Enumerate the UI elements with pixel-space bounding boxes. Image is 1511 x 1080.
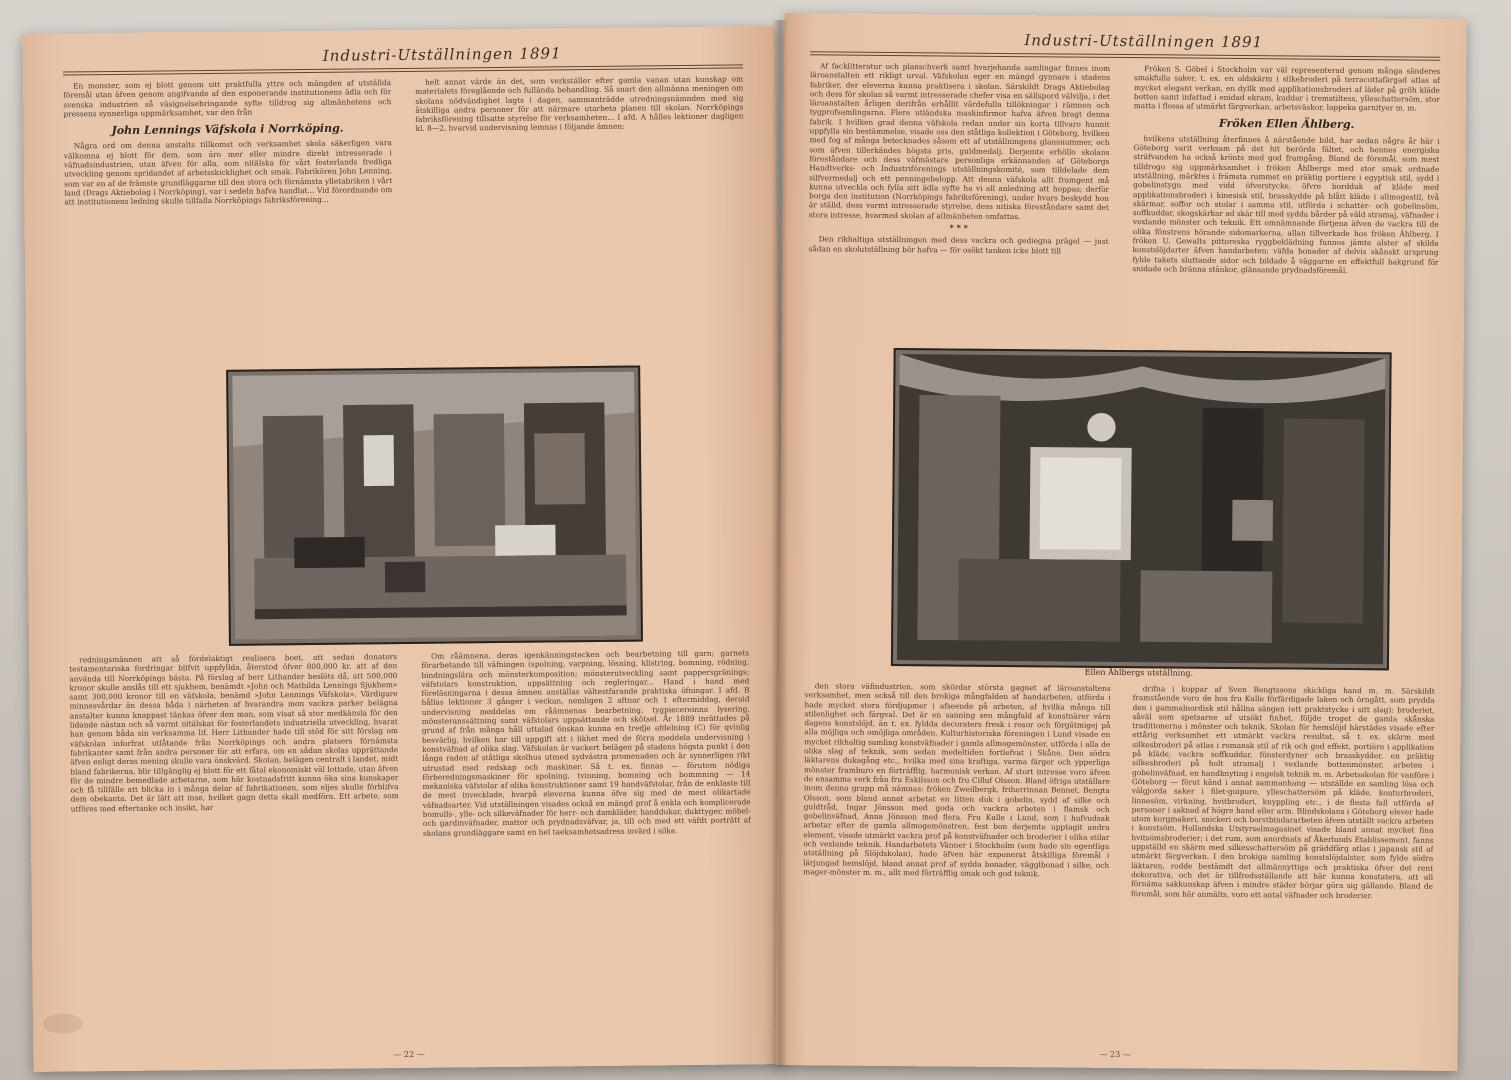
right-page bbox=[775, 13, 1466, 1071]
left-body-paragraph: Några ord om denna anstalts tillkomst och verksamhet skola säkerligen vara välkomna ej blott för dem, som äro mer eller mindre direkt intresserade i väfnadsindustrien, utan äfven för alla, som nitälska för vårt fosterlands fredliga utveckling genom spridandet af arbetsskicklighet och smak. Fabrikören John Lenning, som var en af de främste grundläggarne till den stora och förnämsta ylletabriken i vårt land (Drags Aktiebolag i Norrköping), var i sedeln hafva handlat... Vid förordnande om att institutionens ledning skulle tillfalla Norrköpings fabriksförening... bbox=[63, 138, 393, 207]
right-top-column-2 bbox=[1132, 64, 1441, 355]
right-top-column-1 bbox=[808, 61, 1111, 352]
right-photo-caption: Ellen Åhlbergs utställning. bbox=[1084, 667, 1194, 678]
left-photo-image bbox=[232, 372, 637, 640]
book-spine-shadow bbox=[772, 20, 788, 1066]
left-bottom-column-2 bbox=[421, 648, 753, 1051]
right-bottom-col1-paragraph: den stora väfindustrien, som skördar största gagnet af läroanstaltens verksamhet, men också till den brokiga mångfalden af handarbeten, utförda i hade mycket stora fördjupmer i afseende på arbeten, af hvilka många till stilenlighet och färgval. Det är en sanning sen mångfald af konstnärer värn dagens konstslöjd, än t. ex. fyldda decoraters fresk i rosor och förgätmigej på alla möjliga och omöjliga områden. Kulturhistoriska föreningen i Lund visade en mycket rikhaltig samling konstväfnader i gamla allmogemönster, utförda i alla de olika slag af teknik, som sedan medeltiden fortlefvat i Skåne. Den södra läktarens dukagång etc., hvilka med sina kraftiga, varma färger och ypperliga mönster framburo en förträfflig, harmonisk verkan. Af stort intresse voro äfven de ensamma verk från fru Eskilsson och fru Cilluf Olsson. Bland öfriga utställare inom denna grupp må nämnas: fröken Zweilbergk, friherrinnan Bennet, Bengta Olsson, som bland annat arbetat en litten duk i gobelin, sydd af silke och guldtråd, Ingar Jönsson med goda och vackra arbeten i flamsk och gobelinväfnad, Anna Jönsson med flera. Fru Kulle i Lund, som i hufvudsak arbetar efter de gamla allmogemönstren, fest bon derjemte upptagit andra element, visade utmärkt vackra prof på konstväfnader och broderier i olika stilar och vexlande teknik. Handarbetets Vänner i Stockholm (som hade sin egentliga utställning på Slöjdskolan), hade äfven här exponerat åtskilliga föremål i lärjungad hemslöjd, bland annat prof af sydda bonader, vägglbonad i silke, och mager-mönster m. m., allt med förträfflig smak och god teknik. bbox=[803, 681, 1111, 879]
left-top-column-1 bbox=[63, 78, 394, 381]
right-running-title: Industri-Utställningen 1891 bbox=[1024, 31, 1264, 52]
right-col2-body: hvilkens utställning återfinnes å närstående bild, har sedan några år här i Göteborg varit verksam på det hit berörda fältet, och hennes energiska sträfvanden ha också krönts med god framgång. Bland de föremål, som mest tilldrogo sig uppmärksamhet i fröken Åhlbergs med stor smak ordnade utställning, märktes i främsta rummet en präktig portiere i egyptisk stil, sydd i gobelinstygn med vidd öfverstycke, öfvre bordduk af kläde med applikationsbroderi i kinesisk stil, brasskydde på blått kläde i allmogestil, två skärmar, soffor och stolar i samma stil, utförda i schattèr- och gobelinsöm, soffkuddar, skogskärkar ad skär till med sydda bårder på väld stramaj, väfnader i vexlande mönster och teknik. Ett omnämnande förtjena äfven de vackra till de olika fönstrens hörande sidomarkerna, allan tillverkade hos fröken Ählberg. I fröken U. Gewalts pittoreska ryggbeklädning funnos jämte alster af skilda konstslöjdarter äfven handarbeten; väfda bonader af delvis skånskt ursprung fylde takets sluttande sidor och bildade å väggarne en effektfull bakgrund för snidade och bränna stänkor, glänsande prydnadsföremål. bbox=[1132, 133, 1440, 275]
right-bottom-column-1 bbox=[802, 681, 1111, 1044]
left-header-rule bbox=[63, 64, 743, 75]
right-photo-illustration bbox=[897, 354, 1386, 664]
right-bottom-col2-paragraph: drifna i koppar af Sven Bengtssons skickliga hand m. m. Särskildt framstående voro de hos fru Kulle förfärdigade laken och örngått, som prydda den i gammalnordisk stil hållna sängen (ett praktstycke i sitt slag); broderiet, såväl som spetsarne af utsökt finhet, följde troget de gamla skånska traditionerna i mönster och teknik. Skolan för hemslöjd härstädes visade efter ettårig verksamhet ett utmärkt vackra resultat, så t. ex. skärm med silkesbroderi på atlas i romansk stil af rik och god effekt, portière i applikation på kläde, vackra soffkuddar, fönsterdyner och brasskydder, en präktig silkesbroderi på holt stramalj i vexlande bottenmönster, arbeten i gobelinväfnad, en handknyting i engelsk teknik m. m. Arbetsskolan för vanföre i Göteborg — förut känd i annat sammanhang — utställde en samling lösa och välgjorda saker i filet-guipure, ylleschattersöm på kläde, konturbroderi, linnesöm, virkning, hvitbroderi, knyppling etc., i de flesta fall utförda af personer i saknad af högre hand eller arm. Blindskolans i Göteborg elever hade utom korgmakeri, snickeri och borstbindararbeten äfven utställt vackra arbeten i konstsöm. Hollandska Utstyrselmagasinet visade bland annat mycket fina hvitsömsbroderier; i det rum, som anordnats af Åkerlunds Etablissement, fanns uppställd en skärm med silkesschattersöm på gräddfärg atlas i japansk stil af utmärkt färgverkan. I den brokiga samling konstslöjdalster, som fylde södra läktaren, rodde bestämdt det allmännyttiga och praktiska öfver det rent dekorativa, och det är tillfredsställande att här kunna konstatera, att all förnäma sakkunskap äfven i mindre städer börjar göra sig gällande. Bland de föremål, som här anmälts, voro ett antal väfnader och broderier. bbox=[1130, 684, 1435, 900]
right-section-heading: Fröken Ellen Ählberg. bbox=[1218, 117, 1355, 132]
left-bottom-col1-paragraph: redningsmännen att så fördelaktigt realisera boet, att sedan donators testamentariska fordringar blifvit uppfyllda, återstod öfver 800,000 kr. att af den använda till Norrköpings bästa. På förslag af herr Lithander beslöts då, att 500,000 kronor skulle anslås till ett sjukhem, benämdt »John och Mathilda Lennings Sjukhem» samt 300,000 kronor till en väfskola, benämd »John Lennings Väfskola». Värdigare minnesvårdar än dessa båda i närheten af hvarandra mon vackra parker belägna anstalter kunna knappast tänkas öfver den man, som visat så stor medkänsla för den lidande nästan och så varmt nitälskat för fosterlandets industriella utveckling, hvarat han genom båda sin verksamma lif. Herr Lithander hade till stöd för sitt förslag om väfskolan inforfrat utlåtande från Norrköpings och andra platsers förnämsta fabrikanter samt från andra personer för att erfara, om en sådan skolas upprättande äfven enligt deras mening skulle vara önskvärd. Skolan, belägen centralt i landet, midt bland fabrikerna, blir tillgänglig ej blott för ett fåtal ekonomiskt väl lottade, utan äfven för de mindre bemedlade arbetarne, som här kostnadsfritt kunna öka sina kunskaper och få tillfälle att blicka in i många delar af fabrikationen, som eljes skulle förblifva dem obekanta. Det är lätt att inse, hvilket gagn detta skall medföra. Ett arbete, som utföres med eftertanke och insikt, har bbox=[69, 652, 399, 814]
right-body-paragraph: Den rikhaltiga utställningen med dess vackra och gediegna prägel — just sådan en skolutställning bör hafva — för osökt tanken icke blott till bbox=[808, 234, 1109, 256]
left-section-heading: John Lennings Väfskola i Norrköping. bbox=[111, 121, 344, 138]
left-exhibition-photo bbox=[226, 366, 643, 646]
left-page bbox=[23, 26, 786, 1072]
left-top-column-2 bbox=[415, 74, 746, 377]
right-bottom-column-2 bbox=[1130, 684, 1435, 1047]
right-intro-paragraph: Af facklitteratur och planschverk samt hvarjehanda samlingar finnes inom läroanstalten ett rikligt urval. Väfskolan eger en mängd gynnare i stadens fabriker, der eleverna kunna praktisera i skolan. Särskildt Drags Aktiebolag och dess för skolan så varmt intresserade chefer visa en sällspord välvilja, i det läroanstalten årligen derifrån erhållit värdefulla tillökningar i rämnen och tygprofsamlingarna. Flere utländska maskinfirmor hafva äfven bragt denna fabrik. I hvilken grad denna väfskola redan under sin korta tillvaro hunnit uppfylla sin bestämmelse, visade oss den ståtliga kollektion i Göteborg, hvilken med fog af många betecknades såsom ett af utställningens glansnummer, och som äfven tillerkändes högsta pris, guldmedalj. Derjemte erhöllo skolans föreståndare och dess väfmästare personliga erkännanden af Göteborgs Handtverks- och Industriförenings utställningskomité, som tilldelade dem silfvermedalj och ett penningebelopp. Att denna väfskola allt framgent må kunna utveckla och fylla sitt ädla syfte ha vi all anledning att hoppas; derför borga den institution (Norrköpings fabriksförening), under hvars beskydd hon är ställd, dess varmt intresserade styrelse, dess nitiska föreståndare samt det stora intresse, hvarmed skolan af allmänheten omfattas. bbox=[808, 61, 1111, 221]
left-page-number: — 22 — bbox=[393, 1049, 425, 1060]
right-col2-paragraph: Fröken S. Göbel i Stockholm var väl representerad genom många sänderes smakfulla saker, t. ex. en oldskärm i silkebroderi på terracottafärgad atlas af mycket elegant verkan, en dyllk med applikationsbroderi af läder på gröh kläde botten samt infattad i enidad ekram, kuddar i tremstiltess, ylleschattersöm, stor matta i flossa af utmärkt färgverkan, arbetsväskor, lappeka garnityer m. m. bbox=[1133, 64, 1441, 113]
left-running-title: Industri-Utställningen 1891 bbox=[322, 44, 562, 65]
section-stars: * * * bbox=[949, 222, 968, 233]
right-page-number: — 23 — bbox=[1099, 1049, 1131, 1060]
right-exhibition-photo bbox=[891, 348, 1392, 670]
right-header-rule bbox=[810, 51, 1440, 60]
left-bottom-col2-paragraph: Om råämnena, deras igenkänningstecken och bearbetning till garn; garnets förarbetande till väfningen (spolning, varpning, lösning, klistring, bomning, rödning, bindningslära och mönsterkomposition; mönsterutveckling samt pappersgränings; väfstolars konstruktion, uppsättning och regleringar... Hand i hand med föreläsningarna i dessa ämnen anställas vältestfarande praktiska öfningar. I afd. B hållas lektioner 3 gånger i veckan, nemligen 2 aftnar och 1 eftermiddag, deraid undervisning meddelas om råämnenas bearbetning, tygpiecereinna lysering, mönsteranssättning samt väfstolars uppsättande och skötsel. År 1889 inrättades på grund af från många håll uttalad önskan kunna en tredje afdelning (C) för qvinlig besvärlig, hvilken har till uppgift att i likhet med de förra meddela undervisning i konstväfnad af olika slag. Väfskolan är vackert belägen på stadens högsta punkt i den långa raden af ståtliga skolhus utmed sydvästra promenaden och är synnerligen rikt utrustad med redskap och maskiner. Så t. ex. finnas — förutom nödiga förberedningsmaskiner för spolning, tvinning, bomning och bommning — 14 mekaniska väfstolar af olika konstruktioner samt 19 handväfstolar, från de enklaste till de mest invecklade, hvarpå eleverna kunna öfva sig med de mest olikartade väfnadsarter. Vid utställningen visades också en mängd prof å enkla och komplicerade bomulls-, ylle- och silkeväfnader för herr- och damkläder, handdukar, dukttyger, möbel- och gardinväfnader, mattor och prydnadsväfvar, ja, till och med ett väfdt porträtt af skolans grundläggare samt en hel taeksamhetsadress invärd i silke. bbox=[421, 648, 751, 838]
right-photo-image bbox=[897, 354, 1386, 664]
left-photo-illustration bbox=[232, 372, 637, 640]
left-col2-paragraph: helt annat värde än det, som verkställer efter gamla vanan utan kunskap om materialets föreglående och fullända behandling. Så snart den allmänna meningen om skolans nödvändighet lagts i dagen, sammanträdde utredningsnämnden med sig åtskilliga andra personer för att närmare utarbeta planen till skolan. Norrköpings fabriksförening tillsatte styrelse för verksamheten... I afd. A hålles lektioner dagligen kl. 8—2, hvarvid undervisning lemnas i följande ämnen: bbox=[415, 74, 744, 134]
left-intro-paragraph: En monster, som ej blott genom sitt praktfulla yttre och mängden af utställda föremål utan äfven genom angifvande af den exponerande institutionens ädla och för svenska industrien så väsignelsebringande syfte tilldrog sig allmänhetens och pressens synnerliga uppmärksamhet, var den från bbox=[63, 78, 392, 119]
left-bottom-column-1 bbox=[69, 652, 401, 1055]
